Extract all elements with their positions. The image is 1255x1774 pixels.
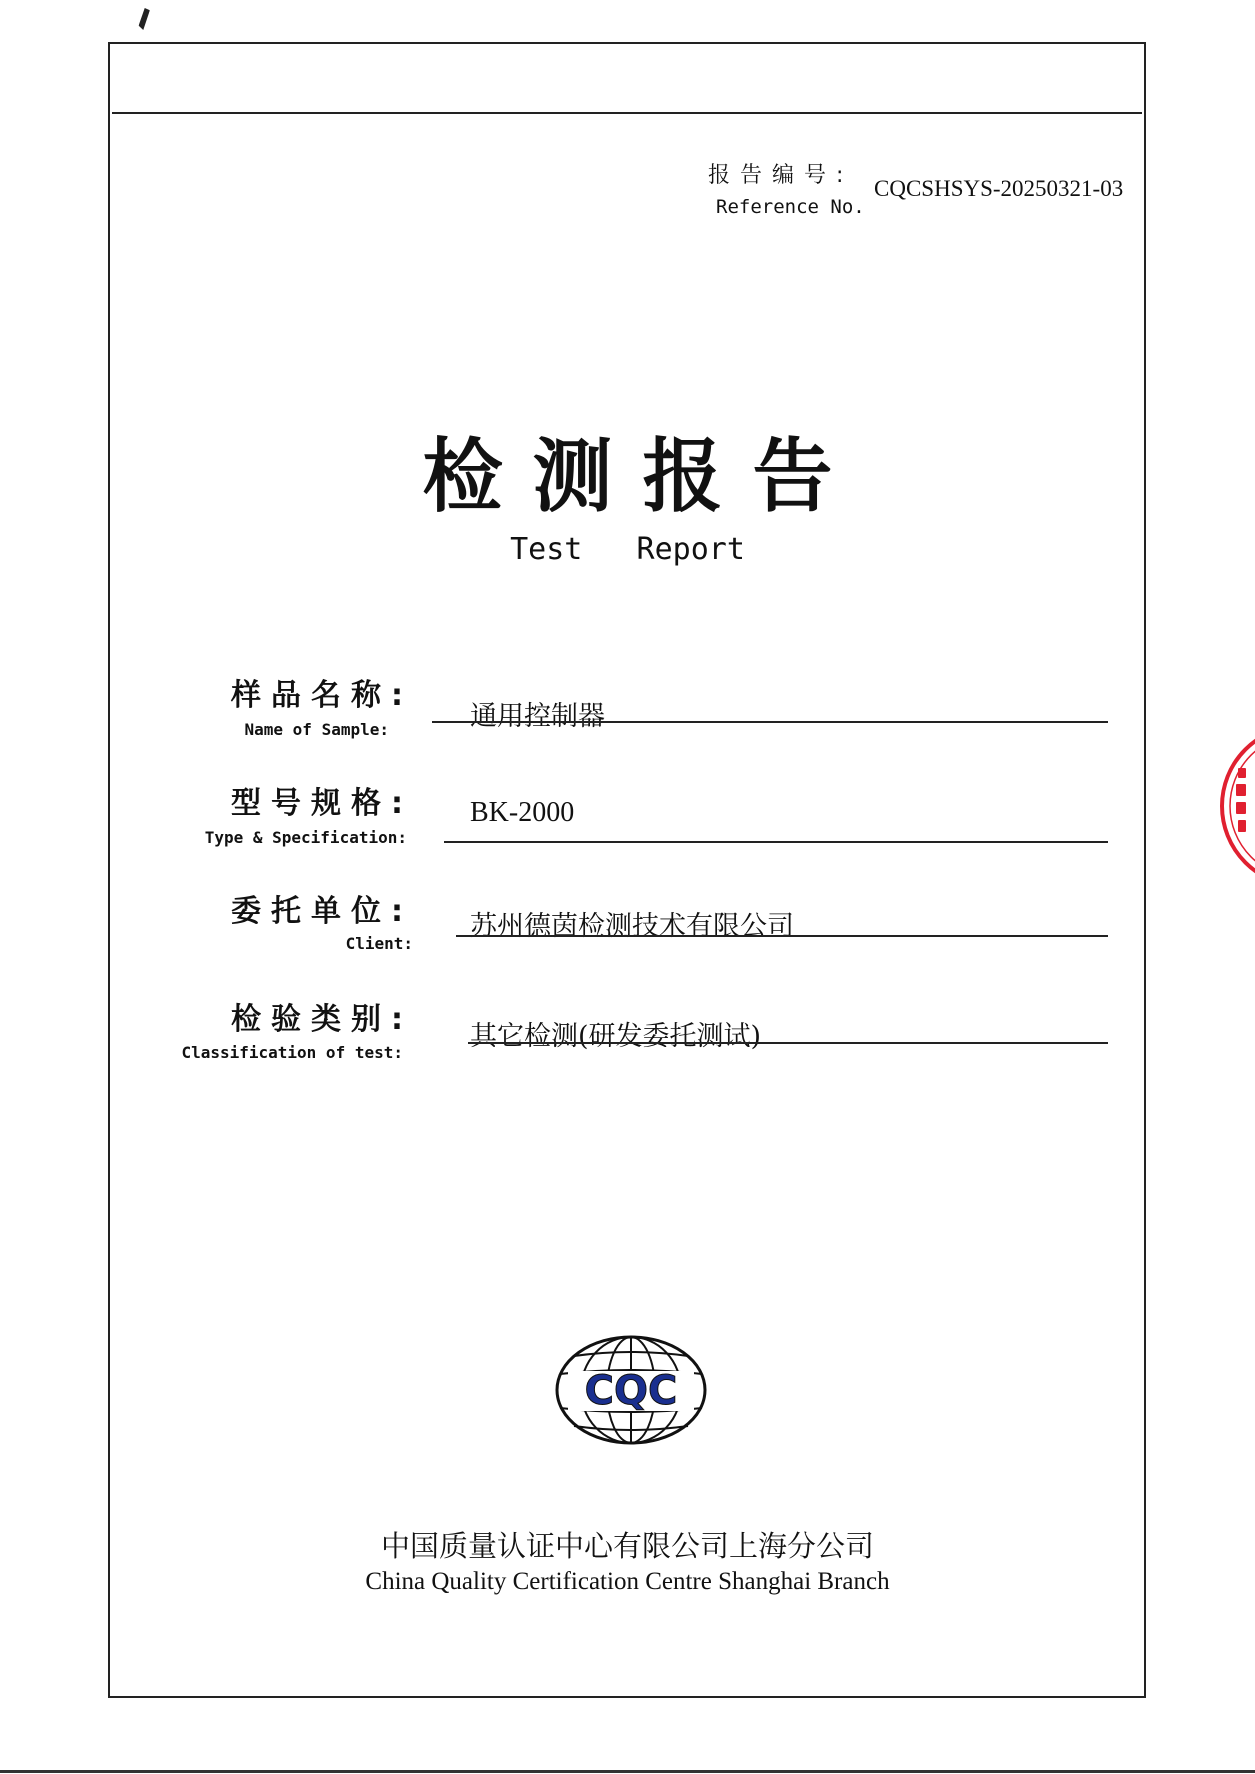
client-label-en: Client: xyxy=(345,934,413,953)
organization-name-en: China Quality Certification Centre Shanghai Branch xyxy=(365,1568,890,1595)
classification-label-cn: 检验类别: xyxy=(231,1002,413,1037)
classification-value: 其它检测(研发委托测试) xyxy=(470,1021,762,1052)
reference-label-cn: 报告编号: xyxy=(708,163,854,188)
sample-name-label-en: Name of Sample: xyxy=(244,720,389,739)
report-title-en: Test Report xyxy=(510,532,745,567)
client-label-cn: 委托单位: xyxy=(231,894,413,929)
sample-name-underline xyxy=(432,721,1108,723)
page-frame xyxy=(108,42,1146,1698)
red-seal-stamp-icon xyxy=(1212,722,1255,890)
bottom-scan-edge xyxy=(0,1770,1255,1773)
classification-label-en: Classification of test: xyxy=(181,1043,403,1062)
reference-number: CQCSHSYS-20250321-03 xyxy=(874,176,1124,201)
sample-name-label-cn: 样品名称: xyxy=(231,678,413,713)
client-underline xyxy=(456,935,1108,937)
type-spec-underline xyxy=(444,841,1108,843)
logo-text: CQC xyxy=(584,1368,678,1414)
organization-name-cn: 中国质量认证中心有限公司上海分公司 xyxy=(380,1529,874,1563)
sample-name-value: 通用控制器 xyxy=(470,701,605,732)
cqc-globe-logo-icon xyxy=(554,1334,708,1446)
reference-label-en: Reference No. xyxy=(716,196,865,218)
header-rule xyxy=(112,112,1142,114)
type-spec-label-en: Type & Specification: xyxy=(204,828,407,847)
classification-underline xyxy=(468,1042,1108,1044)
client-value: 苏州德茵检测技术有限公司 xyxy=(470,911,794,942)
report-title-cn: 检测报告 xyxy=(422,430,863,523)
type-spec-label-cn: 型号规格: xyxy=(231,786,413,821)
scan-mark xyxy=(138,8,151,30)
type-spec-value: BK-2000 xyxy=(470,797,575,828)
